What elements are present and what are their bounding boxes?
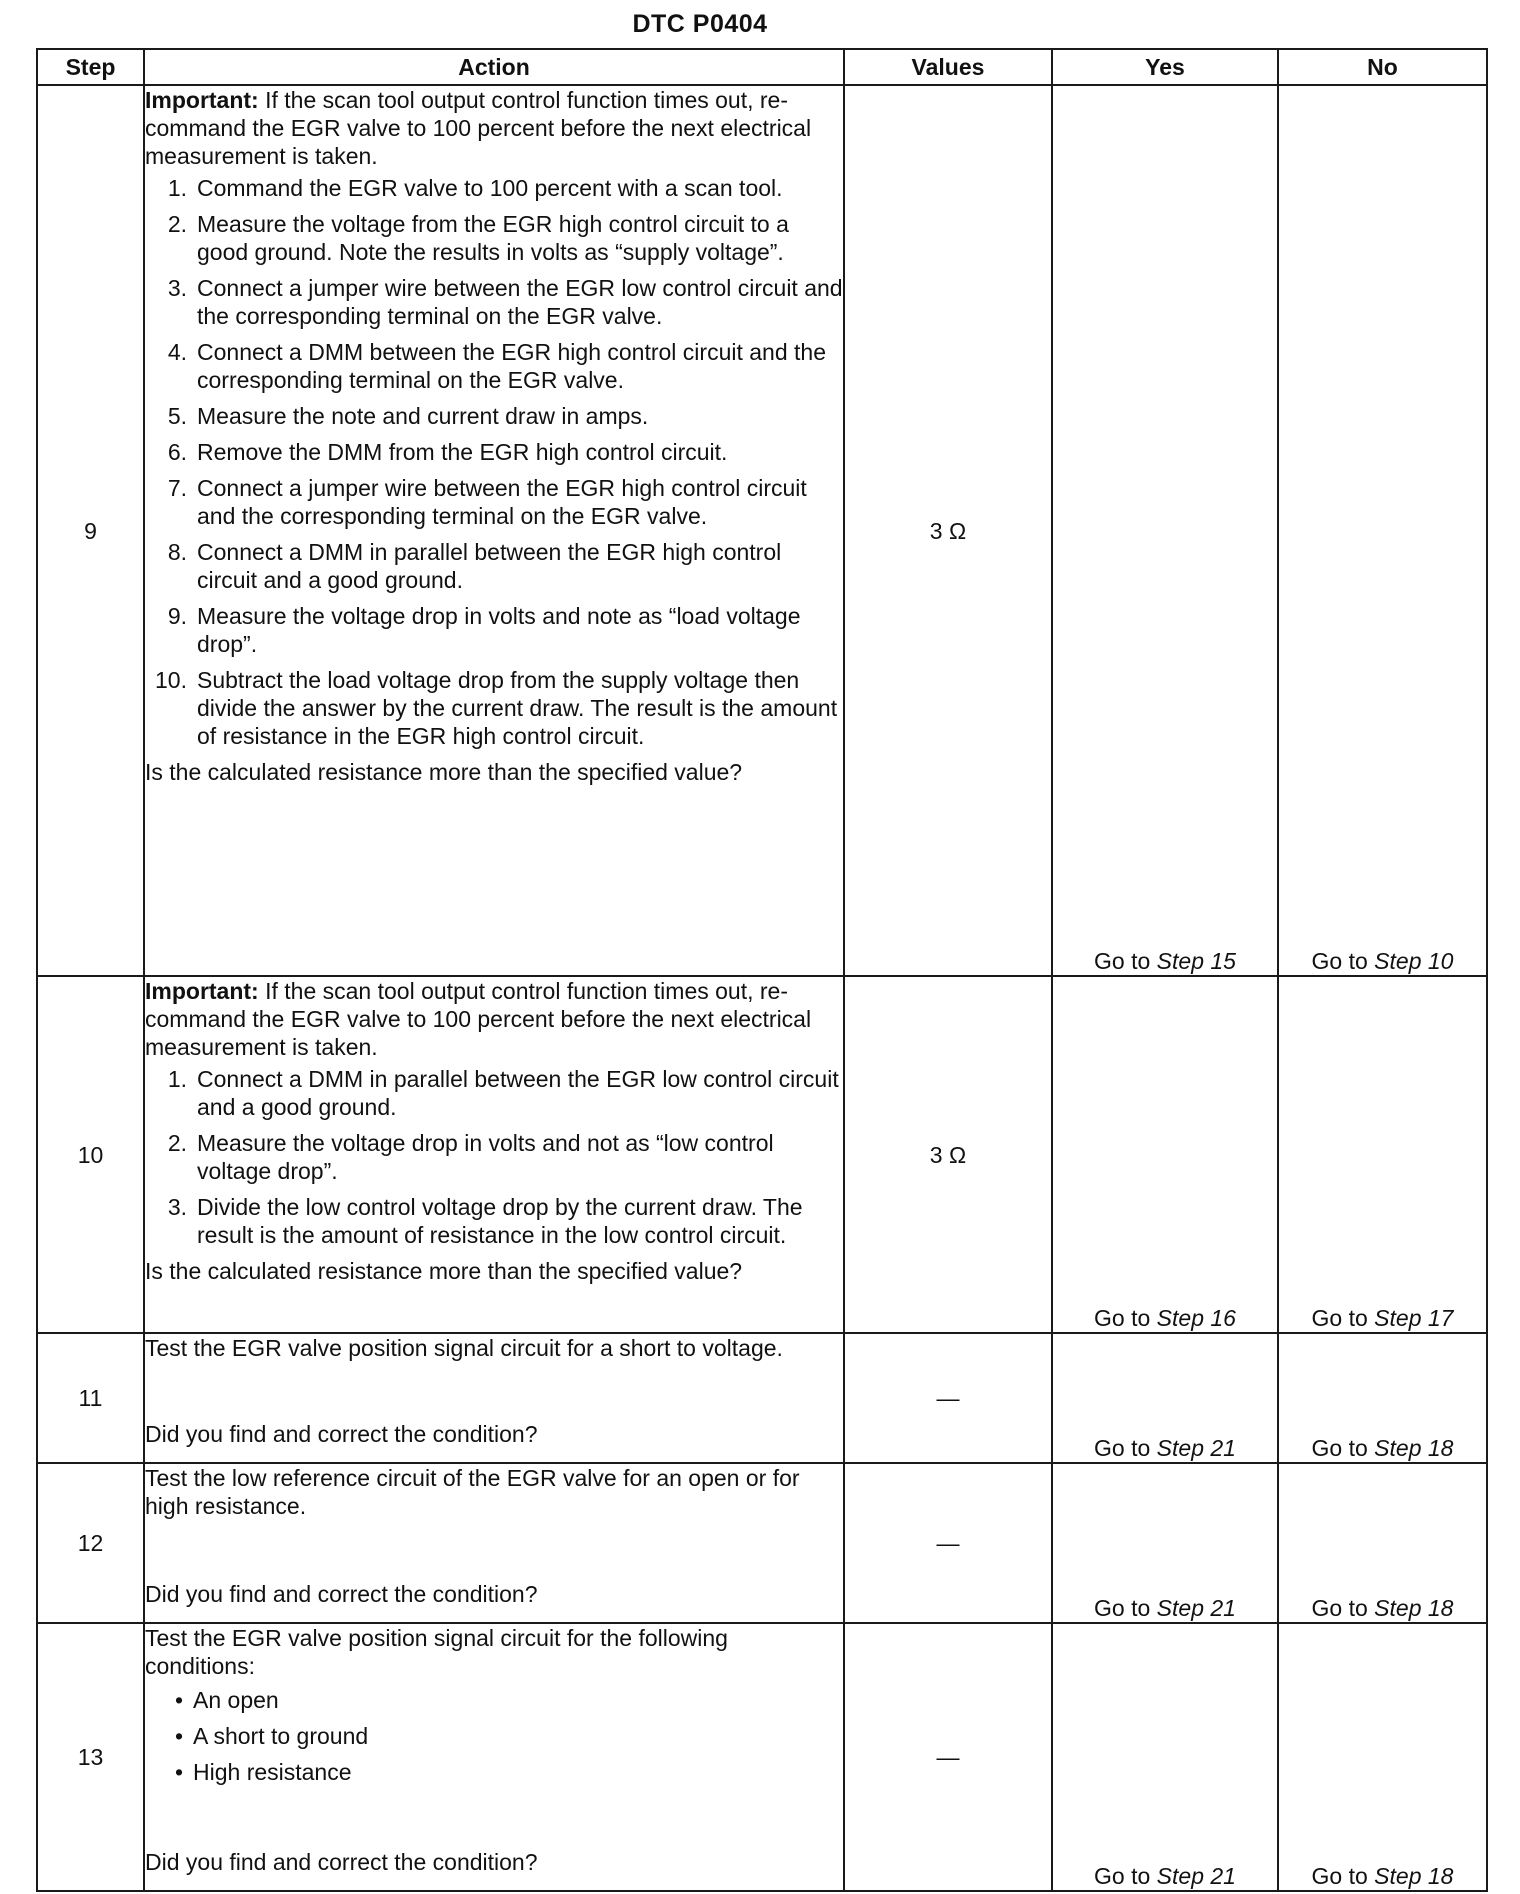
yes-goto-link[interactable]: Step 15: [1156, 948, 1236, 974]
list-number: 8.: [167, 539, 187, 565]
list-number: 1.: [167, 1066, 187, 1092]
header-yes: Yes: [1052, 49, 1278, 85]
step-number: 13: [37, 1623, 144, 1891]
list-number: 5.: [167, 403, 187, 429]
condition-list: [145, 1686, 843, 1786]
goto-prefix: Go to: [1094, 1595, 1151, 1621]
list-number: 3.: [167, 1194, 187, 1220]
list-item: [145, 1758, 843, 1786]
no-goto-link[interactable]: Step 18: [1374, 1595, 1454, 1621]
list-text: Command the EGR valve to 100 percent with a scan tool.: [197, 175, 783, 201]
list-text: Connect a DMM between the EGR high control circuit and the corresponding terminal on the EGR valve.: [197, 339, 826, 393]
action-text: Test the EGR valve position signal circuit for the following conditions:: [145, 1625, 728, 1679]
yes-goto-link[interactable]: Step 21: [1156, 1863, 1236, 1889]
list-item: [145, 666, 843, 750]
no-cell: [1278, 976, 1487, 1333]
step-number: 10: [37, 976, 144, 1333]
list-item: [145, 274, 843, 330]
step-number: 11: [37, 1333, 144, 1463]
list-number: 1.: [167, 175, 187, 201]
list-number: 6.: [167, 439, 187, 465]
value-cell: —: [844, 1333, 1052, 1463]
action-cell: [144, 85, 844, 976]
list-text: Remove the DMM from the EGR high control circuit.: [197, 439, 728, 465]
goto-prefix: Go to: [1094, 948, 1151, 974]
bullet-icon: •: [174, 1759, 183, 1785]
yes-cell: [1052, 976, 1278, 1333]
header-row: [37, 49, 1487, 85]
action-cell: [144, 976, 844, 1333]
header-values: Values: [844, 49, 1052, 85]
question-text: Is the calculated resistance more than the specified value?: [145, 1258, 743, 1284]
yes-goto-link[interactable]: Step 21: [1156, 1435, 1236, 1461]
list-text: Connect a jumper wire between the EGR low control circuit and the corresponding terminal on the EGR valve.: [197, 275, 843, 329]
no-cell: [1278, 85, 1487, 976]
goto-prefix: Go to: [1094, 1863, 1151, 1889]
important-text: If the scan tool output control function times out, re-command the EGR valve to 100 percent before the next electrical measurement is taken.: [145, 87, 812, 169]
important-note: [145, 977, 843, 1061]
table-row: [37, 1623, 1487, 1891]
list-number: 3.: [167, 275, 187, 301]
important-label: Important:: [145, 978, 259, 1004]
procedure-list: [145, 174, 843, 750]
no-goto-link[interactable]: Step 10: [1374, 948, 1454, 974]
list-number: 7.: [167, 475, 187, 501]
value-cell: 3 Ω: [844, 85, 1052, 976]
value-cell: —: [844, 1623, 1052, 1891]
list-item: [145, 538, 843, 594]
value-cell: —: [844, 1463, 1052, 1623]
page-title: DTC P0404: [632, 10, 768, 38]
goto-prefix: Go to: [1094, 1305, 1151, 1331]
list-number: 2.: [167, 1130, 187, 1156]
list-number: 2.: [167, 211, 187, 237]
list-text: Connect a jumper wire between the EGR high control circuit and the corresponding terminal on the EGR valve.: [197, 475, 807, 529]
list-item: [145, 1129, 843, 1185]
goto-prefix: Go to: [1311, 948, 1368, 974]
no-goto-link[interactable]: Step 17: [1374, 1305, 1454, 1331]
table-row: [37, 1463, 1487, 1623]
list-text: Measure the note and current draw in amps.: [197, 403, 649, 429]
header-no: No: [1278, 49, 1487, 85]
yes-goto-link[interactable]: Step 16: [1156, 1305, 1236, 1331]
no-goto-link[interactable]: Step 18: [1374, 1863, 1454, 1889]
list-item: [145, 210, 843, 266]
list-number: 9.: [167, 603, 187, 629]
list-item: [145, 1193, 843, 1249]
list-text: Divide the low control voltage drop by the current draw. The result is the amount of resistance in the low control circuit.: [197, 1194, 803, 1248]
list-text: High resistance: [193, 1759, 352, 1785]
list-text: Measure the voltage drop in volts and note as “load voltage drop”.: [197, 603, 801, 657]
question-text: Did you find and correct the condition?: [145, 1421, 538, 1447]
goto-prefix: Go to: [1311, 1863, 1368, 1889]
action-cell: [144, 1333, 844, 1463]
list-item: [145, 174, 843, 202]
no-cell: [1278, 1463, 1487, 1623]
list-text: Subtract the load voltage drop from the supply voltage then divide the answer by the current draw. The result is the amount of resistance in the EGR high control circuit.: [197, 667, 838, 749]
yes-cell: [1052, 1463, 1278, 1623]
list-item: [145, 1722, 843, 1750]
list-item: [145, 1686, 843, 1714]
header-step: Step: [37, 49, 144, 85]
question-text: Did you find and correct the condition?: [145, 1849, 538, 1875]
list-item: [145, 1065, 843, 1121]
step-number: 9: [37, 85, 144, 976]
list-number: 10.: [155, 667, 187, 693]
table-row: [37, 85, 1487, 976]
diagnostic-table: [36, 48, 1488, 1892]
list-text: Measure the voltage from the EGR high control circuit to a good ground. Note the results in volts as “supply voltage”.: [197, 211, 789, 265]
list-item: [145, 602, 843, 658]
action-text: Test the EGR valve position signal circuit for a short to voltage.: [145, 1335, 783, 1361]
action-cell: [144, 1623, 844, 1891]
no-cell: [1278, 1333, 1487, 1463]
list-item: [145, 402, 843, 430]
goto-prefix: Go to: [1311, 1595, 1368, 1621]
yes-cell: [1052, 1333, 1278, 1463]
step-number: 12: [37, 1463, 144, 1623]
question-text: Did you find and correct the condition?: [145, 1581, 538, 1607]
goto-prefix: Go to: [1311, 1305, 1368, 1331]
important-note: [145, 86, 843, 170]
list-item: [145, 438, 843, 466]
question-text: Is the calculated resistance more than the specified value?: [145, 759, 743, 785]
list-text: Measure the voltage drop in volts and not as “low control voltage drop”.: [197, 1130, 774, 1184]
bullet-icon: •: [174, 1723, 183, 1749]
yes-cell: [1052, 1623, 1278, 1891]
procedure-list: [145, 1065, 843, 1249]
table-row: [37, 1333, 1487, 1463]
list-item: [145, 338, 843, 394]
yes-cell: [1052, 85, 1278, 976]
list-text: An open: [193, 1687, 279, 1713]
goto-prefix: Go to: [1311, 1435, 1368, 1461]
action-text: Test the low reference circuit of the EGR valve for an open or for high resistance.: [145, 1465, 800, 1519]
no-cell: [1278, 1623, 1487, 1891]
value-cell: 3 Ω: [844, 976, 1052, 1333]
important-label: Important:: [145, 87, 259, 113]
important-text: If the scan tool output control function times out, re-command the EGR valve to 100 percent before the next electrical measurement is taken.: [145, 978, 812, 1060]
list-text: Connect a DMM in parallel between the EGR high control circuit and a good ground.: [197, 539, 782, 593]
list-text: A short to ground: [193, 1723, 369, 1749]
goto-prefix: Go to: [1094, 1435, 1151, 1461]
list-number: 4.: [167, 339, 187, 365]
list-item: [145, 474, 843, 530]
list-text: Connect a DMM in parallel between the EGR low control circuit and a good ground.: [197, 1066, 839, 1120]
yes-goto-link[interactable]: Step 21: [1156, 1595, 1236, 1621]
table-row: [37, 976, 1487, 1333]
header-action: Action: [144, 49, 844, 85]
no-goto-link[interactable]: Step 18: [1374, 1435, 1454, 1461]
action-cell: [144, 1463, 844, 1623]
bullet-icon: •: [174, 1687, 183, 1713]
